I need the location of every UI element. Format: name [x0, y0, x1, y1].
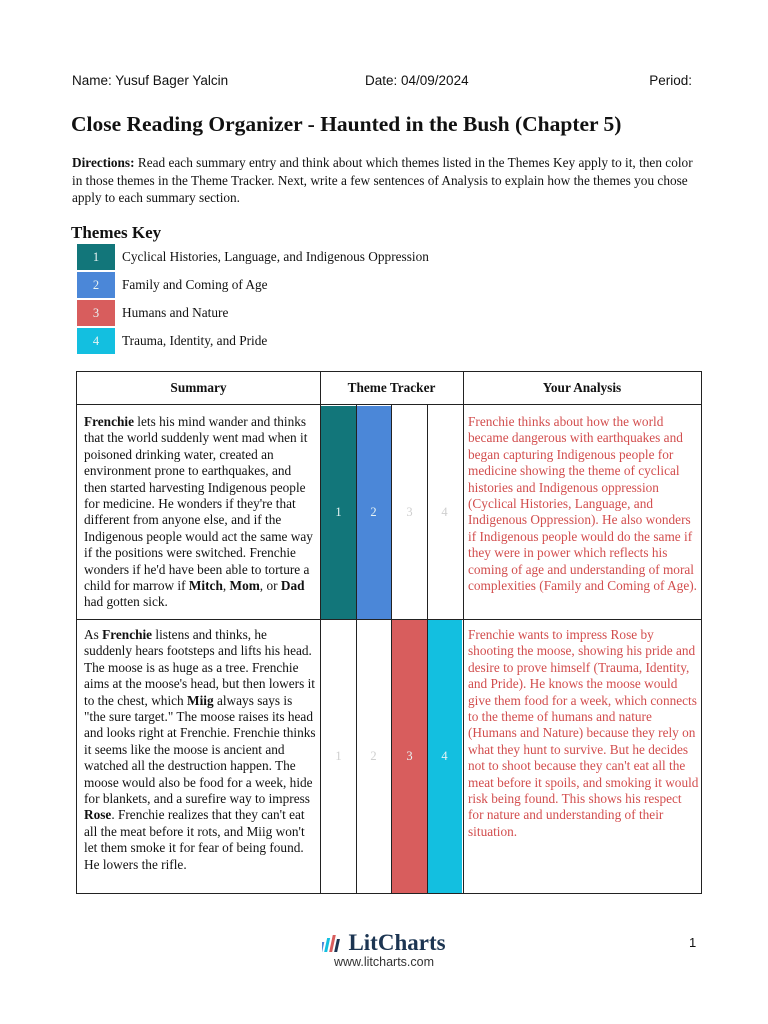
theme-label-1: Cyclical Histories, Language, and Indigenous Oppression — [122, 249, 429, 264]
summary-text: . Frenchie realizes that they can't eat all the meat before it rots, and Miig won't let them smoke it for fear of being found. He lowers the rifle. — [84, 807, 305, 872]
period-field: Period: — [649, 73, 692, 88]
summary-text: always says is "the sure target." The moose raises its head and looks right at Frenchie. Frenchie thinks it seems like the moose is ancient and watched all the destruction happen. The moose would also be food for a week, hide for blankets, and a surefire way to impress — [84, 692, 316, 807]
themes-key-title: Themes Key — [71, 223, 162, 242]
tracker-cell[interactable]: 1 — [321, 406, 356, 619]
analysis-cell[interactable]: Frenchie wants to impress Rose by shooting the moose, showing his pride and desire to prove himself (Trauma, Identity, and Pride). He knows the moose would give them food for a week, which connects to the theme of humans and nature (Humans and Nature) because they rely on what they hunt to survive. But he decides not to shoot because they can't eat all the meat before it spoils, and smoking it would risk being found. This shows his respect for nature and understanding of their situation. — [468, 627, 699, 839]
summary-text: listens and thinks, he suddenly hears footsteps and lifts his head. The moose is as huge as a tree. Frenchie aims at the moose's head, but then lowers it to the chest, which — [84, 627, 315, 708]
summary-cell — [84, 414, 316, 611]
character-name: Mom — [229, 578, 260, 594]
tracker-divider — [391, 405, 392, 893]
header-row — [72, 73, 692, 93]
tracker-cell[interactable]: 4 — [441, 505, 448, 519]
row-divider — [77, 619, 701, 620]
character-name: Mitch — [188, 578, 223, 594]
theme-swatch-4: 4 — [77, 328, 115, 354]
column-divider — [320, 372, 321, 893]
tracker-cell[interactable]: 4 — [427, 620, 462, 893]
character-name: Frenchie — [102, 627, 153, 642]
organizer-table — [76, 371, 702, 894]
tracker-cell[interactable]: 1 — [335, 749, 342, 763]
character-name: Rose — [84, 807, 112, 823]
page-title: Close Reading Organizer - Haunted in the Bush (Chapter 5) — [71, 112, 622, 136]
character-name: Miig — [187, 692, 214, 708]
theme-swatch-1: 1 — [77, 244, 115, 270]
page-number: 1 — [689, 935, 697, 950]
directions — [72, 154, 702, 207]
summary-text: , or — [259, 578, 281, 594]
theme-swatch-2: 2 — [77, 272, 115, 298]
tracker-cell[interactable]: 3 — [406, 505, 413, 519]
character-name: Frenchie — [84, 414, 134, 429]
analysis-cell[interactable]: Frenchie thinks about how the world became dangerous with earthquakes and began capturing Indigenous people for medicine showing the theme of cyclical histories and Indigenous oppression (Cyclical Histories, Language, and Indigenous Oppression). He also wonders if Indigenous people would do the same if they were in power which reflects his coming of age and understanding of moral complexities (Family and Coming of Age). — [468, 414, 697, 594]
summary-cell — [84, 627, 316, 873]
date-field: Date: 04/09/2024 — [365, 73, 469, 88]
header-your-analysis: Your Analysis — [463, 372, 701, 405]
summary-text: , — [222, 578, 230, 594]
character-name: Dad — [280, 578, 305, 594]
header-summary: Summary — [77, 372, 320, 405]
tracker-cell[interactable]: 3 — [392, 620, 427, 893]
header-theme-tracker: Theme Tracker — [320, 372, 463, 405]
tracker-cell[interactable]: 2 — [370, 749, 377, 763]
theme-label-4: Trauma, Identity, and Pride — [122, 333, 268, 348]
theme-label-3: Humans and Nature — [122, 305, 229, 320]
summary-text: lets his mind wander and thinks that the world suddenly went mad when it poisoned drinking water, created an environment prone to earthquakes, and then started harvesting Indigenous people for medicine. He wonders if they're that different from anyone else, and if the Indigenous people would act the same way if the positions were switched. Frenchie wonders if he'd have been able to torture a child for marrow if — [84, 414, 313, 594]
theme-label-2: Family and Coming of Age — [122, 277, 268, 292]
directions-text: Read each summary entry and think about which themes listed in the Themes Key apply to it, then color in those themes in the Theme Tracker. Next, write a few sentences of Analysis to explain how the themes you chose apply to each summary section. — [72, 155, 693, 205]
theme-swatch-3: 3 — [77, 300, 115, 326]
tracker-divider — [427, 405, 428, 893]
logo-bar — [325, 938, 331, 952]
column-divider — [463, 372, 464, 893]
directions-label: Directions: — [72, 155, 135, 170]
tracker-divider — [356, 405, 357, 893]
summary-text: As — [84, 627, 103, 642]
logo-bar — [335, 939, 341, 952]
footer-url[interactable]: www.litcharts.com — [333, 955, 435, 969]
litcharts-logo[interactable] — [0, 930, 768, 956]
logo-bar — [322, 942, 324, 952]
litcharts-bars-icon — [322, 934, 344, 952]
litcharts-logo-text: LitCharts — [348, 930, 446, 955]
student-name: Name: Yusuf Bager Yalcin — [72, 73, 229, 88]
summary-text: had gotten sick. — [84, 594, 168, 610]
tracker-cell[interactable]: 2 — [356, 406, 391, 619]
